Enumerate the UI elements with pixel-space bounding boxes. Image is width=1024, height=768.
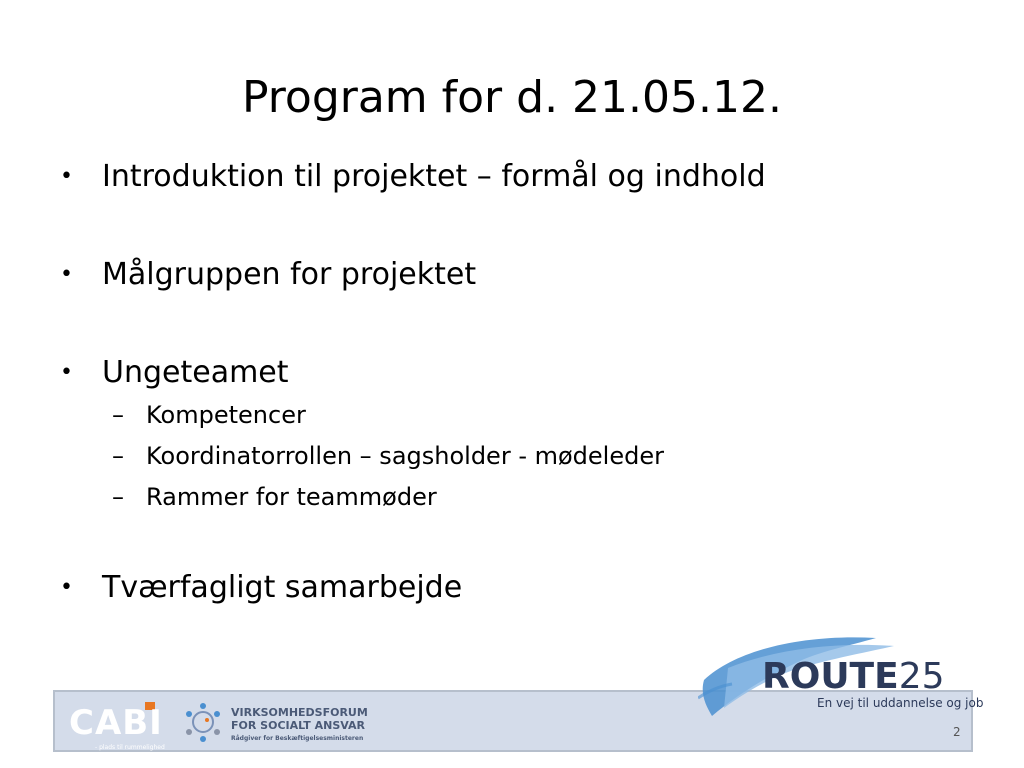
bullet-icon: • — [60, 575, 73, 600]
sub-item-label: Kompetencer — [146, 401, 306, 429]
sub-item-rammer — [60, 477, 980, 518]
sub-item-koordinatorrollen — [60, 436, 980, 477]
bullet-icon: • — [60, 164, 73, 189]
virksomhedsforum-name-line1: VIRKSOMHEDSFORUM — [231, 706, 368, 719]
bullet-label: Målgruppen for projektet — [102, 257, 477, 292]
page-number: 2 — [953, 725, 961, 739]
route25-number: 25 — [898, 656, 945, 697]
bullet-label: Ungeteamet — [102, 355, 289, 390]
bullet-icon: • — [60, 360, 73, 385]
bullet-label: Tværfagligt samarbejde — [102, 570, 463, 605]
bullet-item-tvaerfagligt — [60, 566, 980, 610]
cabi-logo — [65, 698, 165, 751]
dash-icon: – — [112, 483, 124, 511]
bullet-label: Introduktion til projektet – formål og indhold — [102, 159, 766, 194]
bullet-item-introduktion — [60, 155, 980, 199]
bullet-item-maalgruppen — [60, 253, 980, 297]
slide-title: Program for d. 21.05.12. — [242, 72, 782, 123]
cabi-tagline: - plads til rummelighed — [95, 744, 165, 751]
sub-item-label: Koordinatorrollen – sagsholder - mødeleder — [146, 442, 664, 470]
cabi-logo-text: CABI — [69, 703, 163, 743]
sub-item-kompetencer — [60, 395, 980, 436]
bullet-icon: • — [60, 262, 73, 287]
bullet-item-ungeteamet — [60, 351, 980, 395]
route25-word: ROUTE — [762, 656, 899, 697]
virksomhedsforum-subtitle: Rådgiver for Beskæftigelsesministeren — [231, 735, 364, 742]
bullet-list — [60, 155, 980, 610]
dash-icon: – — [112, 442, 124, 470]
virksomhedsforum-people-icon — [181, 700, 225, 744]
virksomhedsforum-name-line2: FOR SOCIALT ANSVAR — [231, 719, 366, 732]
route25-tagline: En vej til uddannelse og job — [817, 696, 984, 710]
route25-logo — [762, 656, 945, 698]
dash-icon: – — [112, 401, 124, 429]
sub-item-label: Rammer for teammøder — [146, 483, 437, 511]
